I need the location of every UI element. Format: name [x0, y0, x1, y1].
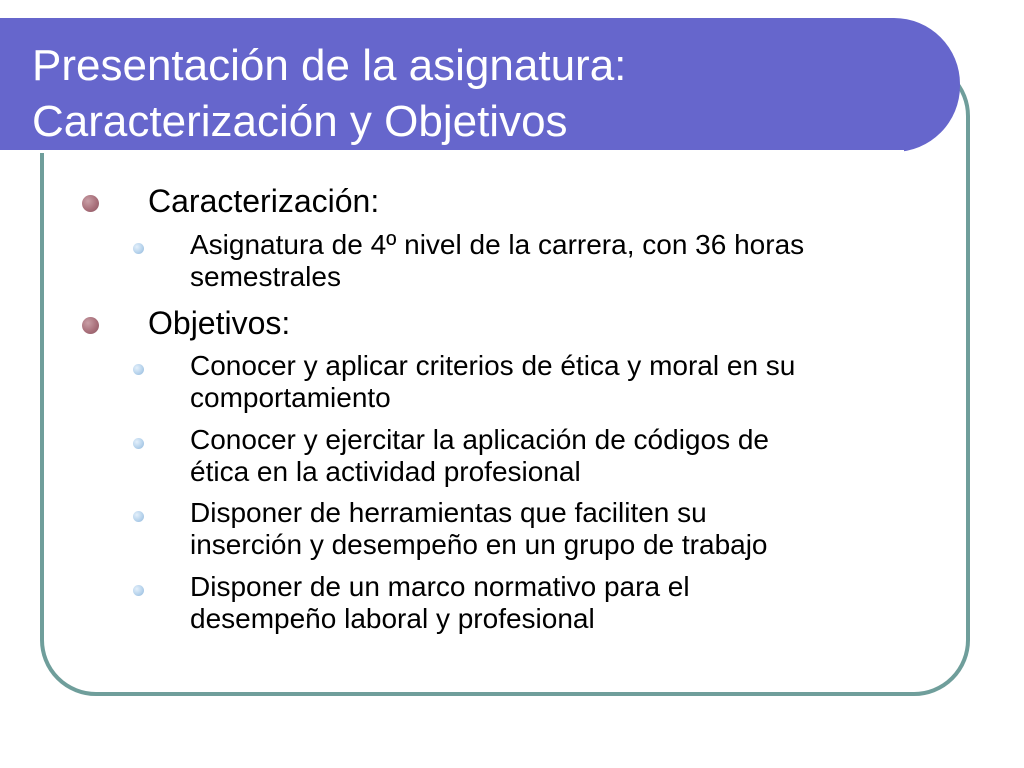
list-item-line: Disponer de herramientas que faciliten su: [190, 497, 707, 528]
slide-title-line-1: Presentación de la asignatura:: [32, 41, 627, 90]
slide-title-line-2: Caracterización y Objetivos: [32, 97, 568, 146]
list-item-line: Conocer y ejercitar la aplicación de códigos de: [190, 424, 769, 455]
level2-bullet-icon: [133, 243, 144, 254]
list-item-line: inserción y desempeño en un grupo de trabajo: [190, 529, 768, 560]
level2-bullet-icon: [133, 438, 144, 449]
list-item-line: ética en la actividad profesional: [190, 456, 581, 487]
level2-bullet-icon: [133, 364, 144, 375]
list-item-line: comportamiento: [190, 382, 391, 413]
list-item-line: Conocer y aplicar criterios de ética y moral en su: [190, 350, 796, 381]
level1-bullet-icon: [82, 195, 99, 212]
level1-bullet-icon: [82, 317, 99, 334]
level2-bullet-icon: [133, 511, 144, 522]
level2-bullet-icon: [133, 585, 144, 596]
list-item-line: Disponer de un marco normativo para el: [190, 571, 690, 602]
section-heading-objetivos: Objetivos:: [148, 305, 291, 341]
list-item-line: desempeño laboral y profesional: [190, 603, 595, 634]
list-item-line: Asignatura de 4º nivel de la carrera, con 36 horas: [190, 229, 805, 260]
section-heading-caracterizacion: Caracterización:: [148, 183, 380, 219]
list-item-line: semestrales: [190, 261, 341, 292]
